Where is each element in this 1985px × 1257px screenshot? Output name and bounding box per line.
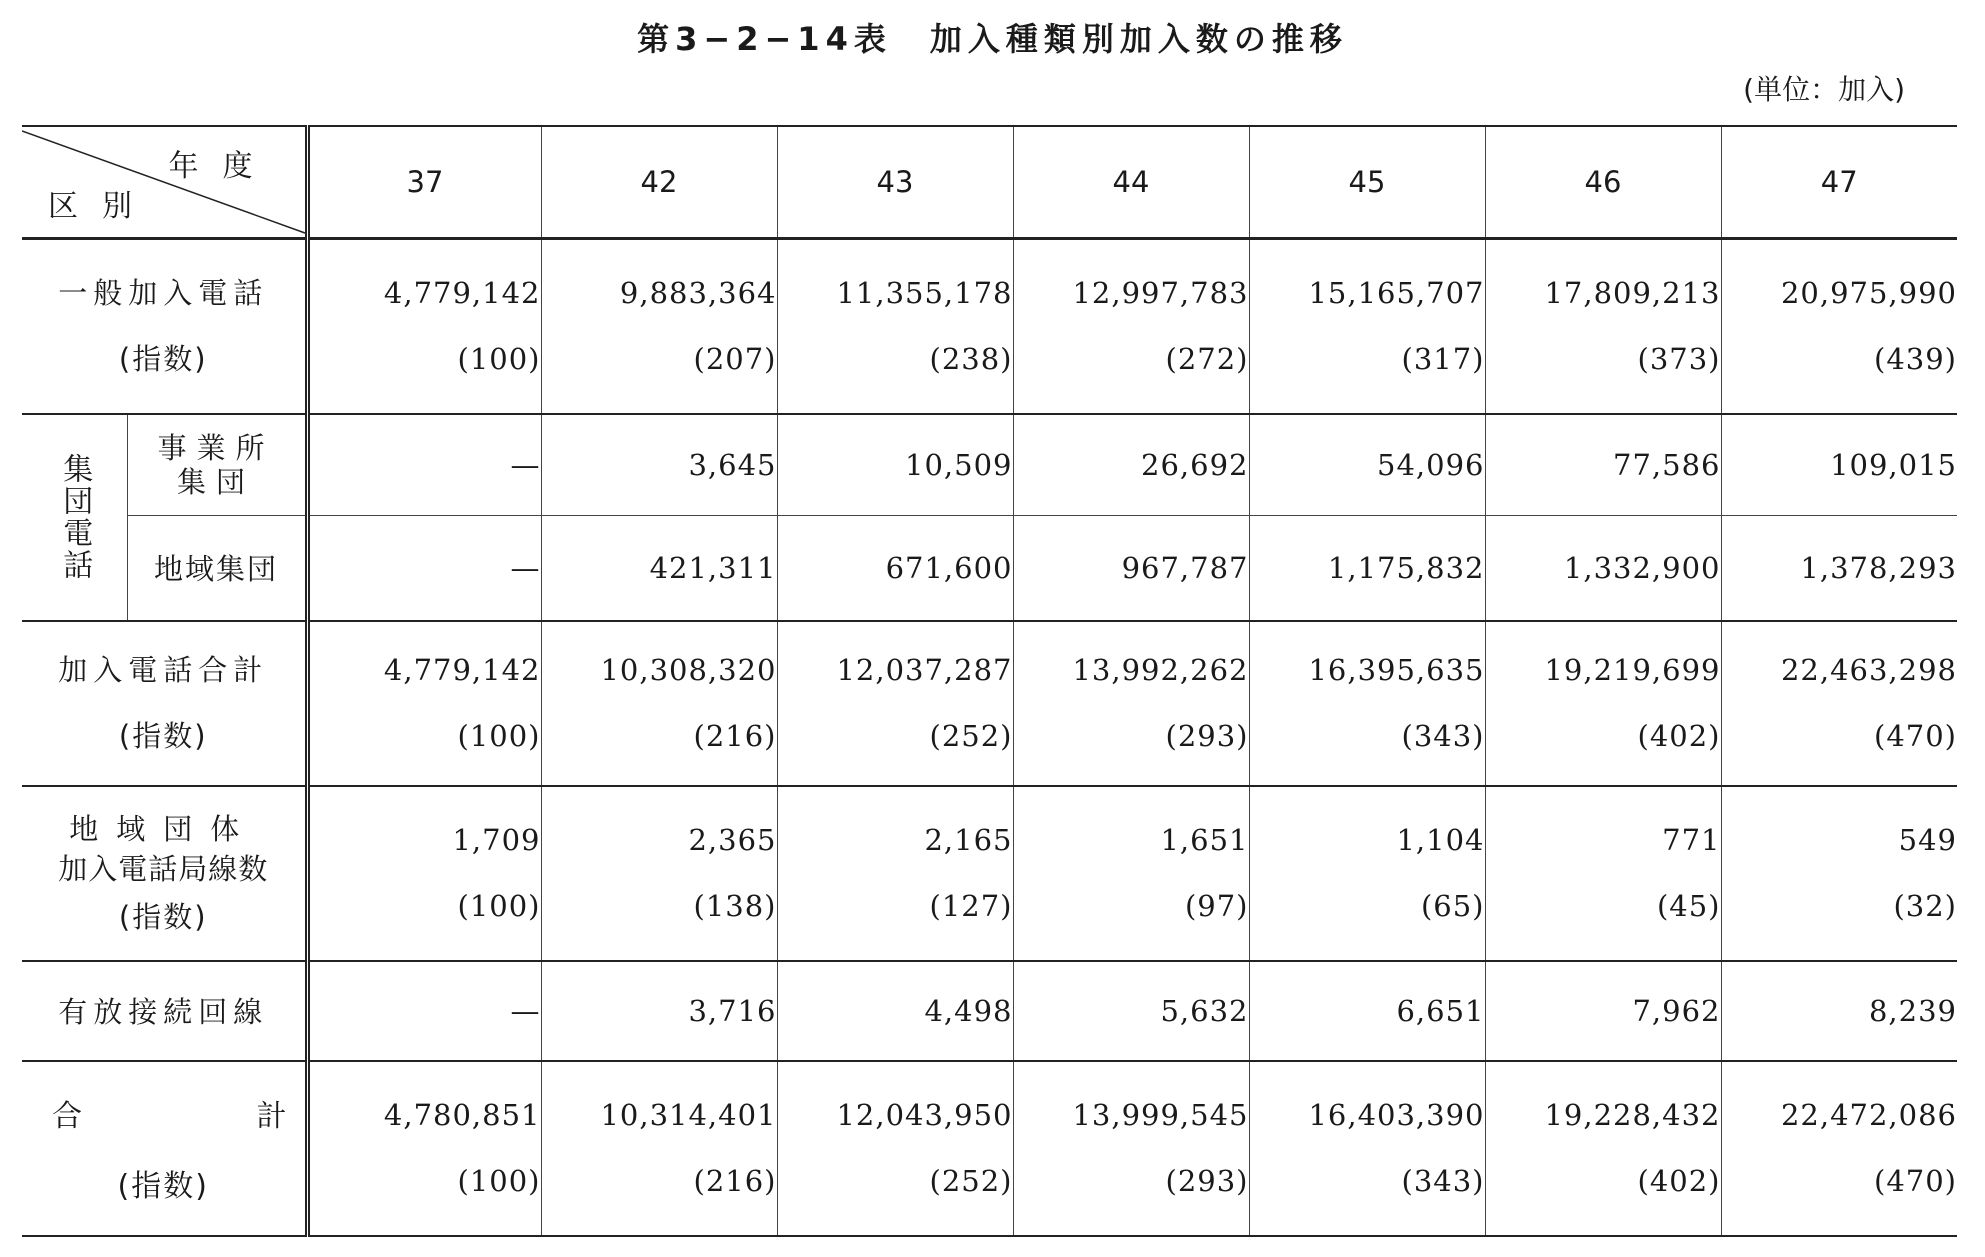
table-row bbox=[22, 239, 1957, 414]
header-row bbox=[22, 126, 1957, 239]
table-cell: 22,472,086 (470) bbox=[1721, 1061, 1957, 1236]
table-row bbox=[22, 1061, 1957, 1236]
table-cell: 109,015 bbox=[1721, 414, 1957, 516]
table-cell: 1,709 (100) bbox=[307, 786, 541, 961]
table-cell: — bbox=[307, 961, 541, 1061]
table-cell: 7,962 bbox=[1485, 961, 1721, 1061]
row-label-business-group: 事業所 集団 bbox=[127, 414, 307, 516]
table-cell: 1,332,900 bbox=[1485, 516, 1721, 621]
table-cell: 77,586 bbox=[1485, 414, 1721, 516]
table-cell: 4,779,142 (100) bbox=[307, 621, 541, 786]
index-label: (指数) bbox=[118, 900, 208, 934]
table-cell: 10,308,320 (216) bbox=[541, 621, 777, 786]
index-label: (指数) bbox=[118, 719, 208, 753]
table-cell: — bbox=[307, 516, 541, 621]
index-label: (指数) bbox=[118, 342, 208, 377]
table-cell: 15,165,707 (317) bbox=[1249, 239, 1485, 414]
table-cell: 671,600 bbox=[777, 516, 1013, 621]
year-header: 46 bbox=[1485, 126, 1721, 239]
table-cell: 1,651 (97) bbox=[1013, 786, 1249, 961]
table-cell: 6,651 bbox=[1249, 961, 1485, 1061]
table-row bbox=[22, 414, 1957, 516]
row-label-general bbox=[22, 239, 307, 414]
year-header: 47 bbox=[1721, 126, 1957, 239]
table-cell: 4,780,851 (100) bbox=[307, 1061, 541, 1236]
table-cell: — bbox=[307, 414, 541, 516]
table-cell: 12,037,287 (252) bbox=[777, 621, 1013, 786]
table-cell: 3,645 bbox=[541, 414, 777, 516]
corner-cell bbox=[22, 126, 307, 239]
table-cell: 10,314,401 (216) bbox=[541, 1061, 777, 1236]
table-row bbox=[22, 786, 1957, 961]
index-label: (指数) bbox=[117, 1169, 209, 1204]
table-cell: 12,997,783 (272) bbox=[1013, 239, 1249, 414]
table-cell: 54,096 bbox=[1249, 414, 1485, 516]
table-cell: 3,716 bbox=[541, 961, 777, 1061]
table-cell: 967,787 bbox=[1013, 516, 1249, 621]
table-cell: 421,311 bbox=[541, 516, 777, 621]
row-label-wired: 有放接続回線 bbox=[22, 961, 307, 1061]
table-cell: 1,104 (65) bbox=[1249, 786, 1485, 961]
corner-year-label: 年度 bbox=[168, 149, 277, 184]
year-header: 42 bbox=[541, 126, 777, 239]
table-cell: 1,175,832 bbox=[1249, 516, 1485, 621]
table-cell: 8,239 bbox=[1721, 961, 1957, 1061]
row-label-text: 一般加入電話 bbox=[58, 276, 269, 311]
table-cell: 2,165 (127) bbox=[777, 786, 1013, 961]
table-cell: 16,403,390 (343) bbox=[1249, 1061, 1485, 1236]
page-title: 第3−2−14表 加入種類別加入数の推移 bbox=[637, 20, 1348, 58]
row-label-grand-total: 合 計 (指数) bbox=[22, 1061, 307, 1236]
table-cell: 9,883,364 (207) bbox=[541, 239, 777, 414]
year-header: 37 bbox=[307, 126, 541, 239]
group-label-text: 集団電話 bbox=[57, 453, 93, 581]
table-cell: 13,999,545 (293) bbox=[1013, 1061, 1249, 1236]
row-label-regional-group: 地域集団 bbox=[127, 516, 307, 621]
table-cell: 11,355,178 (238) bbox=[777, 239, 1013, 414]
table-cell: 12,043,950 (252) bbox=[777, 1061, 1013, 1236]
table-cell: 10,509 bbox=[777, 414, 1013, 516]
table-cell: 19,228,432 (402) bbox=[1485, 1061, 1721, 1236]
table-cell: 4,498 bbox=[777, 961, 1013, 1061]
table-cell: 5,632 bbox=[1013, 961, 1249, 1061]
table-cell: 26,692 bbox=[1013, 414, 1249, 516]
table-cell: 549 (32) bbox=[1721, 786, 1957, 961]
table-row bbox=[22, 516, 1957, 621]
table-cell: 17,809,213 (373) bbox=[1485, 239, 1721, 414]
table-cell: 1,378,293 bbox=[1721, 516, 1957, 621]
year-header: 43 bbox=[777, 126, 1013, 239]
table-cell: 2,365 (138) bbox=[541, 786, 777, 961]
unit-label: (単位：加入) bbox=[1743, 73, 1905, 106]
table-row bbox=[22, 621, 1957, 786]
table-cell: 13,992,262 (293) bbox=[1013, 621, 1249, 786]
subscription-table bbox=[22, 125, 1957, 1237]
year-header: 44 bbox=[1013, 126, 1249, 239]
row-label-regional-org: 地域団体 加入電話局線数 (指数) bbox=[22, 786, 307, 961]
table-cell: 20,975,990 (439) bbox=[1780, 276, 1957, 377]
row-label-subscriber-total: 加入電話合計 (指数) bbox=[22, 621, 307, 786]
row-group-label bbox=[22, 414, 127, 621]
year-header: 45 bbox=[1249, 126, 1485, 239]
table-cell: 4,779,142 (100) bbox=[307, 239, 541, 414]
table-cell: 16,395,635 (343) bbox=[1249, 621, 1485, 786]
table-cell: 22,463,298 (470) bbox=[1721, 621, 1957, 786]
table-row bbox=[22, 961, 1957, 1061]
corner-category-label: 区別 bbox=[48, 189, 156, 224]
table-cell: 19,219,699 (402) bbox=[1485, 621, 1721, 786]
table-cell: 771 (45) bbox=[1485, 786, 1721, 961]
